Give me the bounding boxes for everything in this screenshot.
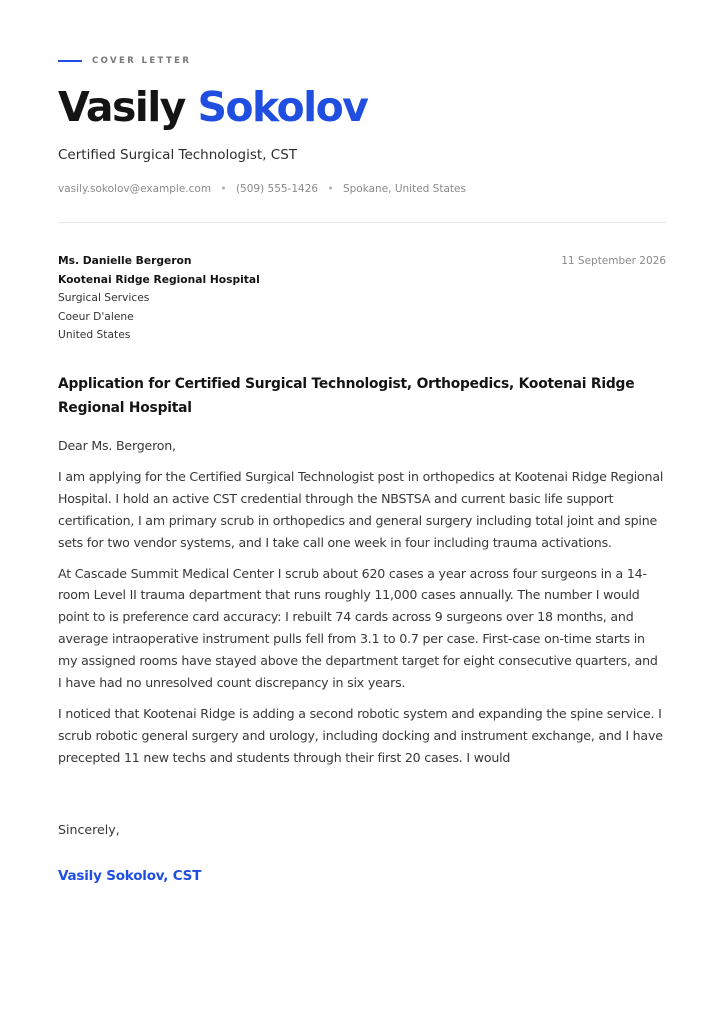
recipient-block: [58, 252, 260, 345]
email-address: vasily.sokolov@example.com: [58, 183, 212, 195]
location: Spokane, United States: [342, 183, 466, 195]
body-paragraph: I noticed that Kootenai Ridge is adding a second robotic system and expanding the spine service. I scrub robotic general surgery and urology, including docking and instrument exchange, and I have precepted 11 new techs and students through their first 20 cases. I would: [58, 705, 663, 765]
separator: •: [327, 183, 334, 195]
recipient-city: Coeur D'alene: [58, 309, 134, 323]
letter-body: [58, 435, 664, 778]
recipient-department: Surgical Services: [58, 291, 150, 304]
signature: Vasily Sokolov, CST: [58, 868, 202, 884]
closing: Sincerely,: [58, 822, 120, 837]
recipient-name: Ms. Danielle Bergeron: [58, 254, 192, 267]
last-name: Sokolov: [197, 83, 368, 131]
eyebrow-rule: [58, 60, 82, 62]
contact-line: [58, 183, 466, 195]
first-name: Vasily: [58, 83, 185, 131]
letter-date: 11 September 2026: [561, 255, 666, 267]
recipient-country: United States: [58, 328, 131, 341]
separator: •: [220, 183, 227, 195]
applicant-title: Certified Surgical Technologist, CST: [58, 147, 298, 163]
body-paragraph: At Cascade Summit Medical Center I scrub about 620 cases a year across four surgeons in a 14-room Level II trauma department that runs roughly 11,000 cases annually. The number I would point to is preference card accuracy: I rebuilt 74 cards across 9 surgeons over 18 months, and average intraoperative instrument pulls fell from 3.1 to 0.7 per case. First-case on-time starts in my assigned rooms have stayed above the department target for eight consecutive quarters, and I have had no unresolved count discrepancy in six years.: [58, 565, 658, 691]
eyebrow: [58, 56, 191, 66]
applicant-name: [58, 82, 367, 132]
subject-line: Application for Certified Surgical Technologist, Orthopedics, Kootenai Ridge Regional Hospital: [58, 376, 635, 416]
phone-number: (509) 555-1426: [235, 183, 319, 195]
recipient-organization: Kootenai Ridge Regional Hospital: [58, 272, 260, 286]
header-divider: [58, 222, 666, 223]
body-paragraph: I am applying for the Certified Surgical Technologist post in orthopedics at Kootenai Ridge Regional Hospital. I hold an active CST credential through the NBSTSA and current basic life support certification, I am primary scrub in orthopedics and general surgery including total joint and spine sets for two vendor systems, and I take call one week in four including trauma activations.: [58, 468, 664, 550]
salutation: Dear Ms. Bergeron,: [58, 438, 176, 453]
eyebrow-label: COVER LETTER: [92, 56, 192, 66]
